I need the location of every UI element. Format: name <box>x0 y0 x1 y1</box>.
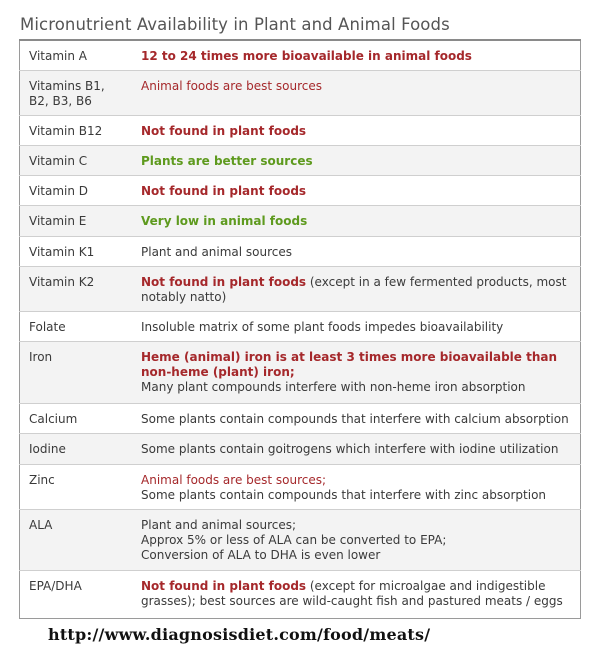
table-body <box>20 40 581 618</box>
availability-cell <box>131 509 581 570</box>
availability-text: Conversion of ALA to DHA is even lower <box>141 547 381 562</box>
availability-cell <box>131 266 581 311</box>
micronutrient-table <box>19 39 581 619</box>
availability-cell <box>131 403 581 433</box>
availability-text: Plants are better sources <box>141 153 313 168</box>
table-row <box>20 115 581 145</box>
availability-cell <box>131 205 581 236</box>
availability-text: Some plants contain compounds that interfere with calcium absorption <box>141 411 569 426</box>
nutrient-cell: Iron <box>20 341 132 403</box>
availability-cell <box>131 175 581 205</box>
nutrient-cell: Iodine <box>20 433 132 464</box>
nutrient-cell: Calcium <box>20 403 132 433</box>
availability-text: Not found in plant foods <box>141 274 307 289</box>
table-row <box>20 236 581 266</box>
availability-text: Approx 5% or less of ALA can be converted to EPA; <box>141 532 447 547</box>
nutrient-cell: Vitamin D <box>20 175 132 205</box>
availability-text: Plant and animal sources <box>141 244 293 259</box>
nutrient-cell: Folate <box>20 311 132 341</box>
table-row <box>20 266 581 311</box>
table-row <box>20 175 581 205</box>
table-row <box>20 70 581 115</box>
table-row <box>20 570 581 618</box>
availability-text: (except for microalgae and indigestible grasses); best sources are wild-caught fish and pastured meats / eggs <box>141 578 563 608</box>
table-row <box>20 341 581 403</box>
table-row <box>20 40 581 70</box>
availability-cell <box>131 341 581 403</box>
availability-text: Animal foods are best sources; <box>141 472 327 487</box>
availability-text: (except in a few fermented products, most notably natto) <box>141 274 567 304</box>
nutrient-cell: Vitamin E <box>20 205 132 236</box>
availability-cell <box>131 236 581 266</box>
availability-text: Plant and animal sources; <box>141 517 297 532</box>
table-row <box>20 509 581 570</box>
availability-text: Insoluble matrix of some plant foods impedes bioavailability <box>141 319 504 334</box>
availability-text: Not found in plant foods <box>141 578 307 593</box>
nutrient-cell: Zinc <box>20 464 132 509</box>
availability-text: Heme (animal) iron is at least 3 times more bioavailable than non-heme (plant) iron; <box>141 349 558 379</box>
availability-text: Not found in plant foods <box>141 183 307 198</box>
table-row <box>20 311 581 341</box>
availability-text: Animal foods are best sources <box>141 78 323 93</box>
nutrient-cell: ALA <box>20 509 132 570</box>
availability-cell <box>131 570 581 618</box>
availability-cell <box>131 40 581 70</box>
availability-cell <box>131 433 581 464</box>
availability-text: Many plant compounds interfere with non-heme iron absorption <box>141 379 526 394</box>
table-row <box>20 464 581 509</box>
nutrient-cell: Vitamins B1, B2, B3, B6 <box>20 70 132 115</box>
availability-text: Very low in animal foods <box>141 213 308 228</box>
availability-text: Not found in plant foods <box>141 123 307 138</box>
nutrient-cell: Vitamin B12 <box>20 115 132 145</box>
availability-text: 12 to 24 times more bioavailable in animal foods <box>141 49 472 63</box>
nutrient-cell: Vitamin K2 <box>20 266 132 311</box>
nutrient-cell: Vitamin A <box>20 40 132 70</box>
nutrient-cell: Vitamin C <box>20 145 132 175</box>
table-title: Micronutrient Availability in Plant and Animal Foods <box>20 15 450 34</box>
table-row <box>20 433 581 464</box>
table-row <box>20 205 581 236</box>
table-row <box>20 145 581 175</box>
availability-cell <box>131 70 581 115</box>
availability-cell <box>131 145 581 175</box>
source-url: http://www.diagnosisdiet.com/food/meats/ <box>48 625 431 644</box>
availability-cell <box>131 464 581 509</box>
availability-text: Some plants contain goitrogens which interfere with iodine utilization <box>141 441 559 456</box>
nutrient-cell: Vitamin K1 <box>20 236 132 266</box>
availability-text: Some plants contain compounds that interfere with zinc absorption <box>141 487 547 502</box>
availability-cell <box>131 115 581 145</box>
table-row <box>20 403 581 433</box>
availability-cell <box>131 311 581 341</box>
nutrient-cell: EPA/DHA <box>29 578 82 593</box>
